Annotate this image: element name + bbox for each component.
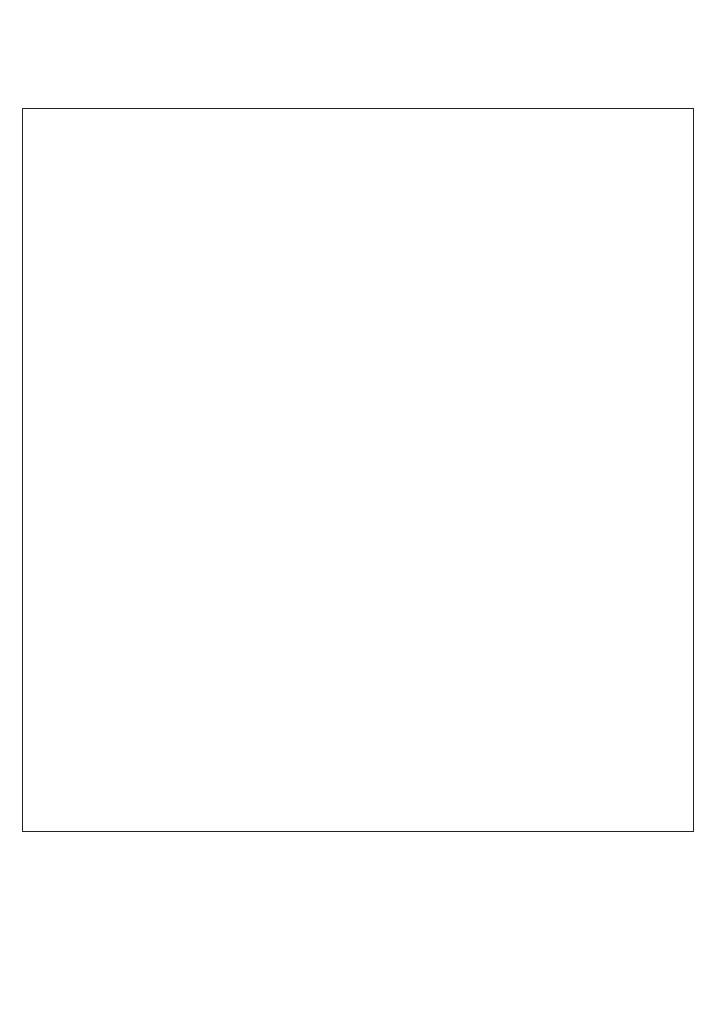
as-of-date [607, 72, 617, 81]
qr-code[interactable] [570, 836, 622, 888]
exhibit-table [22, 108, 694, 832]
